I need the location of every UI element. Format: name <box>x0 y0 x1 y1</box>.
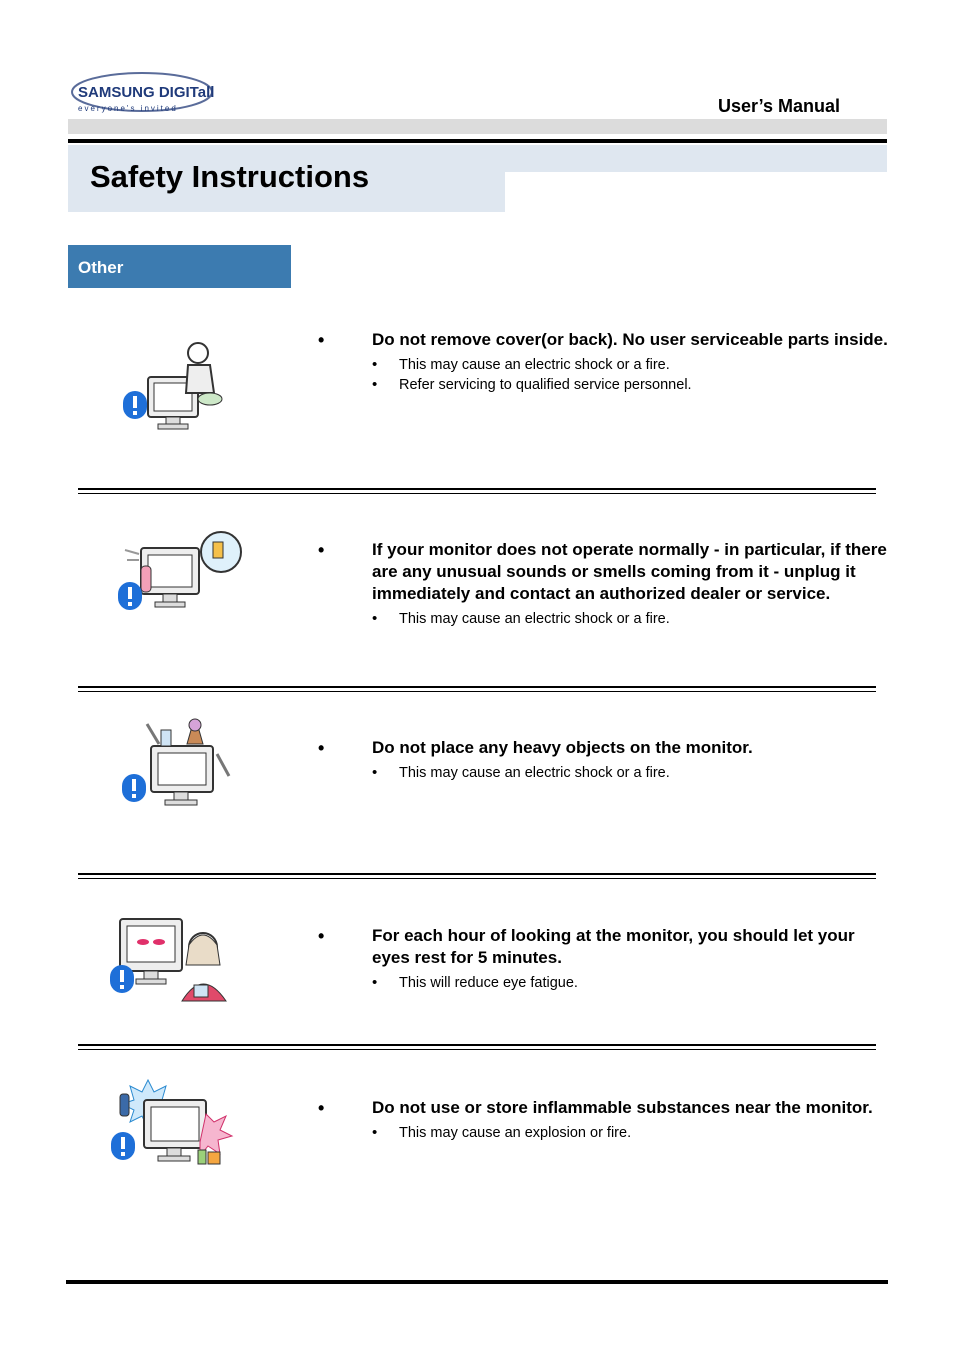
monitor-malfunction-warning-icon <box>113 530 243 625</box>
monitor-opened-warning-icon <box>118 333 228 438</box>
header-bar <box>68 119 887 134</box>
bullet: • <box>372 376 378 393</box>
divider <box>78 686 876 692</box>
safety-item-2: • If your monitor does not operate normally - in particular, if there are any unusual sounds or smells coming from it - unplug it immediately and contact an authorized dealer or service. • This may cause an electric shock or a fire. <box>318 540 887 627</box>
samsung-logo <box>70 70 220 116</box>
divider <box>78 488 876 494</box>
bullet: • <box>318 540 325 560</box>
footer-rule <box>66 1280 888 1284</box>
monitor-flammable-warning-icon <box>108 1076 236 1177</box>
safety-item-3: • Do not place any heavy objects on the monitor. • This may cause an electric shock or a fire. <box>318 738 753 781</box>
title-band <box>68 145 887 212</box>
bullet: • <box>318 330 325 350</box>
svg-text:everyone's invited: everyone's invited <box>78 104 178 113</box>
page-title: Safety Instructions <box>90 159 370 194</box>
bullet: • <box>318 1098 325 1118</box>
divider <box>78 873 876 879</box>
bullet: • <box>318 926 325 946</box>
monitor-heavy-objects-warning-icon <box>117 716 242 819</box>
bullet: • <box>372 356 378 373</box>
safety-item-4: • For each hour of looking at the monitor, you should let your eyes rest for 5 minutes. • This will reduce eye fatigue. <box>318 926 855 991</box>
bullet: • <box>372 610 378 627</box>
safety-item-1: • Do not remove cover(or back). No user serviceable parts inside. • This may cause an electric shock or a fire. • Refer servicing to qualified service personnel. <box>318 330 888 393</box>
divider <box>78 1044 876 1050</box>
svg-text:SAMSUNG DIGITall: SAMSUNG DIGITall <box>78 84 215 101</box>
bullet: • <box>372 1124 378 1141</box>
bullet: • <box>372 764 378 781</box>
bullet: • <box>318 738 325 758</box>
monitor-eye-rest-icon <box>106 915 231 1012</box>
safety-item-5: • Do not use or store inflammable substances near the monitor. • This may cause an explosion or fire. <box>318 1098 873 1141</box>
bullet: • <box>372 974 378 991</box>
section-tab-other: Other <box>68 245 291 288</box>
manual-title: User’s Manual <box>717 96 840 116</box>
title-rule <box>68 139 887 143</box>
